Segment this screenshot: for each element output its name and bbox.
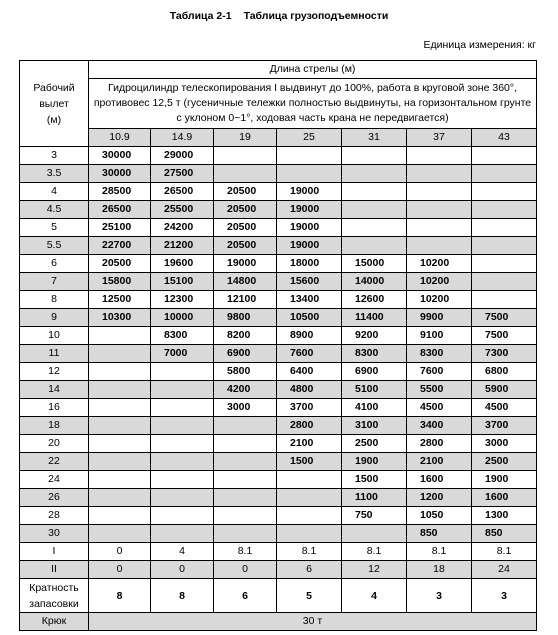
capacity-cell: 3700 [472, 417, 537, 435]
capacity-cell: 5100 [342, 381, 407, 399]
section-row-I [20, 543, 537, 561]
radius-cell: 4.5 [20, 201, 89, 219]
table-row [20, 525, 537, 543]
capacity-cell: 3700 [277, 399, 342, 417]
capacity-cell: 1500 [277, 453, 342, 471]
section-value-cell: 0 [214, 561, 277, 579]
capacity-cell: 1900 [472, 471, 537, 489]
capacity-cell [472, 165, 537, 183]
table-row [20, 417, 537, 435]
reeving-value-cell: 3 [407, 579, 472, 613]
section-value-cell: 18 [407, 561, 472, 579]
capacity-cell: 25100 [89, 219, 151, 237]
capacity-cell [407, 201, 472, 219]
capacity-cell: 2500 [342, 435, 407, 453]
capacity-cell [214, 471, 277, 489]
capacity-cell [151, 453, 214, 471]
section-label: I [20, 543, 89, 561]
capacity-cell: 3000 [214, 399, 277, 417]
capacity-cell: 9200 [342, 327, 407, 345]
capacity-cell: 4800 [277, 381, 342, 399]
radius-cell: 16 [20, 399, 89, 417]
capacity-cell [151, 417, 214, 435]
capacity-cell [342, 237, 407, 255]
capacity-cell: 1100 [342, 489, 407, 507]
radius-cell: 18 [20, 417, 89, 435]
table-caption: Таблица грузоподъемности [243, 10, 389, 22]
capacity-cell: 7500 [472, 327, 537, 345]
capacity-cell: 7000 [151, 345, 214, 363]
capacity-cell: 19000 [214, 255, 277, 273]
radius-cell: 3.5 [20, 165, 89, 183]
capacity-cell [342, 219, 407, 237]
radius-header: Рабочий вылет (м) [20, 61, 89, 147]
capacity-cell: 20500 [214, 237, 277, 255]
radius-cell: 3 [20, 147, 89, 165]
section-value-cell: 8.1 [214, 543, 277, 561]
reeving-label: Кратность запасовки [20, 579, 89, 613]
hook-value: 30 т [89, 613, 537, 631]
capacity-cell [151, 471, 214, 489]
capacity-cell [342, 183, 407, 201]
capacity-cell [89, 489, 151, 507]
section-row-II [20, 561, 537, 579]
capacity-cell: 11400 [342, 309, 407, 327]
capacity-cell: 25500 [151, 201, 214, 219]
condition-header: Гидроцилиндр телескопирования I выдвинут до 100%, работа в круговой зоне 360°, противовес 12,5 т (гусеничные тележки полностью выдвинуты, на горизонтальном грунте с уклоном 0~1°, ходовая часть крана не передвигается) [89, 79, 537, 129]
table-row [20, 363, 537, 381]
capacity-cell [151, 435, 214, 453]
radius-cell: 5.5 [20, 237, 89, 255]
boom-lengths-row [20, 129, 537, 147]
reeving-value-cell: 4 [342, 579, 407, 613]
boom-length-cell: 19 [214, 129, 277, 147]
capacity-cell: 1600 [472, 489, 537, 507]
capacity-cell: 2100 [407, 453, 472, 471]
capacity-cell [89, 399, 151, 417]
capacity-cell: 9900 [407, 309, 472, 327]
radius-cell: 28 [20, 507, 89, 525]
reeving-value-cell: 8 [151, 579, 214, 613]
capacity-cell [472, 237, 537, 255]
capacity-cell [89, 327, 151, 345]
table-row [20, 399, 537, 417]
capacity-cell: 4500 [472, 399, 537, 417]
boom-length-cell: 43 [472, 129, 537, 147]
capacity-cell: 1200 [407, 489, 472, 507]
table-row [20, 147, 537, 165]
capacity-cell: 27500 [151, 165, 214, 183]
capacity-cell: 7600 [407, 363, 472, 381]
table-row [20, 237, 537, 255]
radius-cell: 4 [20, 183, 89, 201]
capacity-cell [89, 363, 151, 381]
capacity-cell: 15800 [89, 273, 151, 291]
capacity-cell: 19000 [277, 183, 342, 201]
capacity-cell [472, 255, 537, 273]
section-value-cell: 0 [151, 561, 214, 579]
capacity-cell: 20500 [214, 183, 277, 201]
capacity-cell [89, 435, 151, 453]
capacity-cell [89, 345, 151, 363]
capacity-cell: 14800 [214, 273, 277, 291]
capacity-cell: 15000 [342, 255, 407, 273]
capacity-cell: 10300 [89, 309, 151, 327]
radius-cell: 10 [20, 327, 89, 345]
capacity-cell: 10200 [407, 273, 472, 291]
capacity-cell [342, 165, 407, 183]
capacity-cell [214, 525, 277, 543]
radius-cell: 12 [20, 363, 89, 381]
capacity-cell: 30000 [89, 147, 151, 165]
capacity-cell [89, 471, 151, 489]
table-number: Таблица 2-1 [169, 10, 232, 22]
capacity-cell: 21200 [151, 237, 214, 255]
radius-cell: 5 [20, 219, 89, 237]
capacity-cell [277, 471, 342, 489]
section-value-cell: 0 [89, 543, 151, 561]
reeving-row [20, 579, 537, 613]
table-row [20, 345, 537, 363]
capacity-cell: 12300 [151, 291, 214, 309]
radius-cell: 30 [20, 525, 89, 543]
capacity-cell: 20500 [214, 201, 277, 219]
capacity-cell [472, 219, 537, 237]
capacity-cell: 19000 [277, 201, 342, 219]
capacity-cell [407, 165, 472, 183]
capacity-cell [407, 219, 472, 237]
capacity-cell: 6900 [342, 363, 407, 381]
capacity-cell [214, 417, 277, 435]
capacity-cell: 1300 [472, 507, 537, 525]
radius-cell: 22 [20, 453, 89, 471]
capacity-cell: 5800 [214, 363, 277, 381]
section-value-cell: 8.1 [472, 543, 537, 561]
capacity-cell [89, 381, 151, 399]
reeving-value-cell: 6 [214, 579, 277, 613]
capacity-cell: 3400 [407, 417, 472, 435]
capacity-cell: 15100 [151, 273, 214, 291]
table-row [20, 165, 537, 183]
capacity-cell [342, 525, 407, 543]
hook-row [20, 613, 537, 631]
table-row [20, 201, 537, 219]
capacity-cell [407, 183, 472, 201]
section-value-cell: 8.1 [407, 543, 472, 561]
radius-cell: 20 [20, 435, 89, 453]
capacity-cell: 15600 [277, 273, 342, 291]
capacity-cell [277, 147, 342, 165]
capacity-cell: 850 [407, 525, 472, 543]
table-title [0, 10, 558, 22]
capacity-cell: 14000 [342, 273, 407, 291]
capacity-cell: 26500 [151, 183, 214, 201]
table-row [20, 255, 537, 273]
capacity-cell [277, 507, 342, 525]
section-value-cell: 6 [277, 561, 342, 579]
capacity-cell: 10000 [151, 309, 214, 327]
capacity-cell [214, 489, 277, 507]
capacity-cell [214, 435, 277, 453]
capacity-cell: 1900 [342, 453, 407, 471]
capacity-cell: 29000 [151, 147, 214, 165]
capacity-cell [472, 183, 537, 201]
section-value-cell: 8.1 [342, 543, 407, 561]
capacity-cell: 4100 [342, 399, 407, 417]
unit-label: Единица измерения: кг [423, 39, 536, 51]
capacity-cell [89, 417, 151, 435]
section-value-cell: 4 [151, 543, 214, 561]
capacity-cell: 9100 [407, 327, 472, 345]
table-row [20, 381, 537, 399]
capacity-cell: 4200 [214, 381, 277, 399]
table-row [20, 453, 537, 471]
capacity-cell: 2500 [472, 453, 537, 471]
capacity-cell: 850 [472, 525, 537, 543]
capacity-cell [472, 201, 537, 219]
boom-length-header: Длина стрелы (м) [89, 61, 537, 79]
boom-length-cell: 10.9 [89, 129, 151, 147]
capacity-cell: 1050 [407, 507, 472, 525]
reeving-value-cell: 8 [89, 579, 151, 613]
capacity-cell: 13400 [277, 291, 342, 309]
radius-cell: 14 [20, 381, 89, 399]
radius-cell: 6 [20, 255, 89, 273]
reeving-value-cell: 3 [472, 579, 537, 613]
capacity-cell: 750 [342, 507, 407, 525]
capacity-cell [89, 525, 151, 543]
capacity-cell: 20500 [89, 255, 151, 273]
capacity-cell [472, 273, 537, 291]
capacity-cell: 8300 [151, 327, 214, 345]
section-value-cell: 0 [89, 561, 151, 579]
capacity-cell: 1600 [407, 471, 472, 489]
capacity-cell: 24200 [151, 219, 214, 237]
capacity-cell: 28500 [89, 183, 151, 201]
capacity-cell: 7600 [277, 345, 342, 363]
capacity-cell: 9800 [214, 309, 277, 327]
capacity-cell: 4500 [407, 399, 472, 417]
capacity-cell: 2800 [407, 435, 472, 453]
capacity-cell: 12500 [89, 291, 151, 309]
capacity-cell [277, 165, 342, 183]
capacity-cell [151, 399, 214, 417]
capacity-cell [214, 507, 277, 525]
capacity-cell [89, 507, 151, 525]
capacity-cell: 3000 [472, 435, 537, 453]
section-label: II [20, 561, 89, 579]
radius-cell: 24 [20, 471, 89, 489]
capacity-cell: 19000 [277, 219, 342, 237]
capacity-cell [214, 453, 277, 471]
capacity-cell [151, 525, 214, 543]
radius-cell: 26 [20, 489, 89, 507]
capacity-cell: 8900 [277, 327, 342, 345]
capacity-cell: 12600 [342, 291, 407, 309]
section-value-cell: 24 [472, 561, 537, 579]
capacity-cell: 1500 [342, 471, 407, 489]
table-row [20, 273, 537, 291]
radius-cell: 11 [20, 345, 89, 363]
capacity-cell [151, 363, 214, 381]
table-row [20, 327, 537, 345]
boom-length-cell: 14.9 [151, 129, 214, 147]
section-value-cell: 12 [342, 561, 407, 579]
load-chart-table [19, 60, 537, 631]
radius-cell: 7 [20, 273, 89, 291]
table-row [20, 219, 537, 237]
reeving-value-cell: 5 [277, 579, 342, 613]
capacity-cell: 19000 [277, 237, 342, 255]
capacity-cell: 7500 [472, 309, 537, 327]
capacity-cell [342, 147, 407, 165]
table-row [20, 507, 537, 525]
capacity-cell: 2100 [277, 435, 342, 453]
capacity-cell: 6400 [277, 363, 342, 381]
boom-length-cell: 37 [407, 129, 472, 147]
capacity-cell: 7300 [472, 345, 537, 363]
boom-length-cell: 25 [277, 129, 342, 147]
table-row [20, 471, 537, 489]
capacity-cell [151, 381, 214, 399]
table-row [20, 309, 537, 327]
capacity-cell: 2800 [277, 417, 342, 435]
hook-label: Крюк [20, 613, 89, 631]
capacity-cell: 19600 [151, 255, 214, 273]
capacity-cell [89, 453, 151, 471]
radius-cell: 8 [20, 291, 89, 309]
capacity-cell: 18000 [277, 255, 342, 273]
capacity-cell: 10200 [407, 255, 472, 273]
capacity-cell [151, 507, 214, 525]
capacity-cell: 12100 [214, 291, 277, 309]
capacity-cell [151, 489, 214, 507]
capacity-cell: 5900 [472, 381, 537, 399]
capacity-cell: 26500 [89, 201, 151, 219]
capacity-cell: 8200 [214, 327, 277, 345]
capacity-cell: 10200 [407, 291, 472, 309]
capacity-cell: 8300 [342, 345, 407, 363]
capacity-cell [214, 165, 277, 183]
table-row [20, 183, 537, 201]
boom-length-cell: 31 [342, 129, 407, 147]
table-row [20, 291, 537, 309]
section-value-cell: 8.1 [277, 543, 342, 561]
capacity-cell: 8300 [407, 345, 472, 363]
table-row [20, 489, 537, 507]
capacity-cell: 22700 [89, 237, 151, 255]
capacity-cell [407, 147, 472, 165]
capacity-cell: 5500 [407, 381, 472, 399]
capacity-cell [277, 489, 342, 507]
capacity-cell [472, 147, 537, 165]
table-row [20, 435, 537, 453]
capacity-cell: 20500 [214, 219, 277, 237]
capacity-cell: 30000 [89, 165, 151, 183]
capacity-cell [214, 147, 277, 165]
capacity-cell [277, 525, 342, 543]
capacity-cell: 6900 [214, 345, 277, 363]
radius-cell: 9 [20, 309, 89, 327]
capacity-cell: 10500 [277, 309, 342, 327]
capacity-cell [342, 201, 407, 219]
capacity-cell: 3100 [342, 417, 407, 435]
capacity-cell: 6800 [472, 363, 537, 381]
capacity-cell [407, 237, 472, 255]
capacity-cell [472, 291, 537, 309]
